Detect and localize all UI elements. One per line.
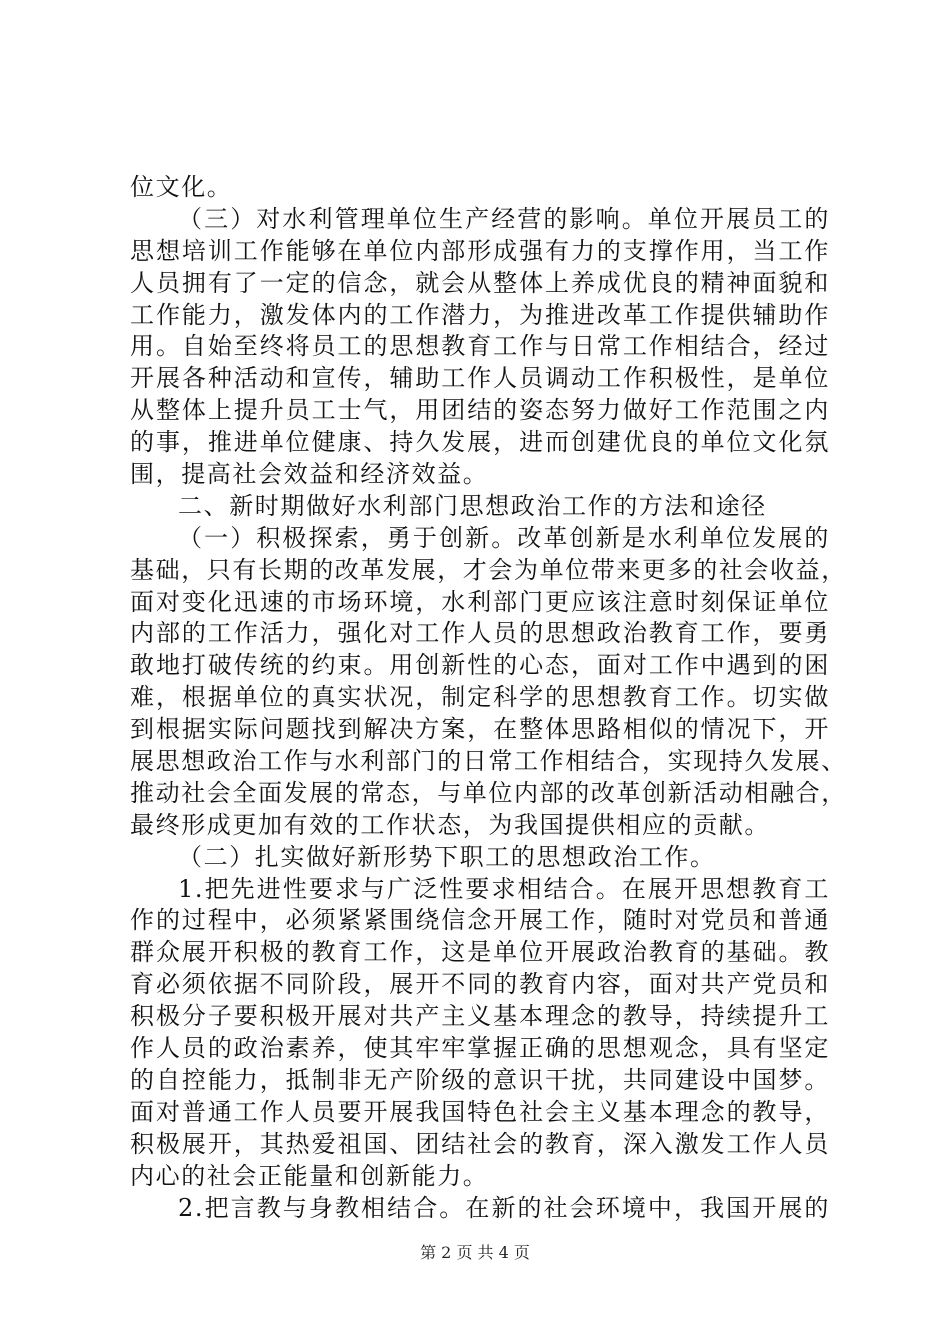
text-line: 2.把言教与身教相结合。在新的社会环境中，我国开展的 xyxy=(178,1193,830,1222)
text-line: 用。自始至终将员工的思想教育工作与日常工作相结合，经过 xyxy=(130,332,830,361)
text-line: 群众展开积极的教育工作，这是单位开展政治教育的基础。教 xyxy=(130,938,830,967)
text-line: 基础，只有长期的改革发展，才会为单位带来更多的社会收益， xyxy=(130,555,847,584)
text-line: 从整体上提升员工士气，用团结的姿态努力做好工作范围之内 xyxy=(130,396,830,425)
text-line: 开展各种活动和宣传，辅助工作人员调动工作积极性，是单位 xyxy=(130,364,830,393)
page-footer: 第 2 页 共 4 页 xyxy=(420,1243,530,1262)
text-line: 人员拥有了一定的信念，就会从整体上养成优良的精神面貌和 xyxy=(130,268,830,297)
document-body xyxy=(130,172,847,1224)
text-line: 积极展开，其热爱祖国、团结社会的教育，深入激发工作人员 xyxy=(130,1129,830,1158)
text-line: 位文化。 xyxy=(130,173,233,201)
text-line: 面对变化迅速的市场环境，水利部门更应该注意时刻保证单位 xyxy=(130,587,830,616)
text-line: 面对普通工作人员要开展我国特色社会主义基本理念的教导， xyxy=(130,1097,830,1126)
text-line: 育必须依据不同阶段，展开不同的教育内容，面对共产党员和 xyxy=(130,970,830,999)
text-line: 工作能力，激发体内的工作潜力，为推进改革工作提供辅助作 xyxy=(130,300,830,329)
text-line: 到根据实际问题找到解决方案，在整体思路相似的情况下，开 xyxy=(130,715,830,744)
text-line: 1.把先进性要求与广泛性要求相结合。在展开思想教育工 xyxy=(178,874,830,903)
text-line: 最终形成更加有效的工作状态，为我国提供相应的贡献。 xyxy=(130,810,770,839)
text-line: 的事，推进单位健康、持久发展，进而创建优良的单位文化氛 xyxy=(130,428,830,457)
text-line: 积极分子要积极开展对共产主义基本理念的教导，持续提升工 xyxy=(130,1002,830,1031)
text-line: （三）对水利管理单位生产经营的影响。单位开展员工的 xyxy=(178,204,830,233)
text-line: 敢地打破传统的约束。用创新性的心态，面对工作中遇到的困 xyxy=(130,651,830,680)
text-line: 围，提高社会效益和经济效益。 xyxy=(130,460,489,489)
text-line: 难，根据单位的真实状况，制定科学的思想教育工作。切实做 xyxy=(130,683,830,712)
text-line: 作的过程中，必须紧紧围绕信念开展工作，随时对党员和普通 xyxy=(130,906,830,935)
text-line: （一）积极探索，勇于创新。改革创新是水利单位发展的 xyxy=(178,523,830,552)
text-line: 二、新时期做好水利部门思想政治工作的方法和途径 xyxy=(178,491,767,520)
text-line: （二）扎实做好新形势下职工的思想政治工作。 xyxy=(178,842,716,871)
text-line: 内部的工作活力，强化对工作人员的思想政治教育工作，要勇 xyxy=(130,619,830,648)
text-line: 推动社会全面发展的常态，与单位内部的改革创新活动相融合， xyxy=(130,778,847,807)
text-line: 的自控能力，抵制非无产阶级的意识干扰，共同建设中国梦。 xyxy=(130,1065,830,1094)
text-line: 作人员的政治素养，使其牢牢掌握正确的思想观念，具有坚定 xyxy=(130,1034,830,1063)
text-line: 展思想政治工作与水利部门的日常工作相结合，实现持久发展、 xyxy=(130,747,847,776)
text-line: 思想培训工作能够在单位内部形成强有力的支撑作用，当工作 xyxy=(130,236,830,265)
text-line: 内心的社会正能量和创新能力。 xyxy=(130,1161,489,1190)
